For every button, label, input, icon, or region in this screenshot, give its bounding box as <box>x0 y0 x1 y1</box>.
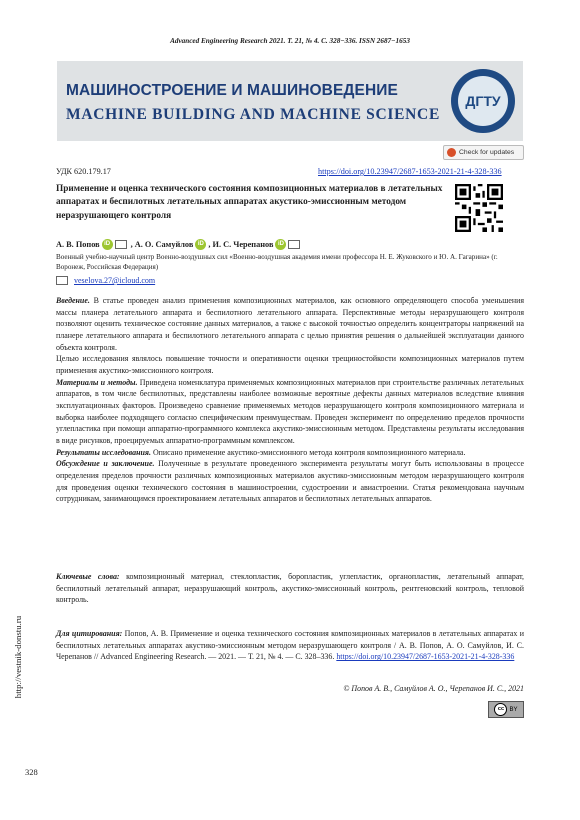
orcid-icon[interactable]: iD <box>275 239 286 250</box>
affiliation: Военный учебно-научный центр Военно-воздушных сил «Военно-воздушная академия имени профессора Н. Е. Жуковского и Ю. А. Гагарина» (г. Воронеж, Российская Федерация) <box>56 253 498 271</box>
citation-doi-link[interactable]: https://doi.org/10.23947/2687-1653-2021-21-4-328-336 <box>336 652 515 662</box>
email-line <box>56 276 155 285</box>
author-popov: А. В. Попов <box>56 240 100 249</box>
copyright: © Попов А. В., Самуйлов А. О., Черепанов И. С., 2021 <box>343 684 524 693</box>
citation-text: Попов, А. В. Применение и оценка технического состояния композиционных материалов в летательных аппаратах и беспилотных летательных аппаратах акустико-эмиссионным методом неразрушающего контроля / А. В. Попов, А. О. Самуйлов, И. С. Черепанов // Advanced Engineering Research. — 2021. — Т. 21, № 4. — С. 328–336. <box>56 629 524 662</box>
keywords <box>56 571 524 606</box>
discussion-label: Обсуждение и заключение. <box>56 459 155 469</box>
intro-label: Введение. <box>56 296 90 305</box>
by-label: BY <box>509 706 518 713</box>
abstract-intro <box>56 295 524 353</box>
cc-icon: cc <box>494 703 507 716</box>
keywords-text: композиционный материал, стеклопластик, боропластик, углепластик, органопластик, летательный аппарат, беспилотный летательный аппарат, неразрушающий контроль, акустико-эмиссионный контроль, рентгеновский контроль, тепловой контроль. <box>56 572 524 605</box>
university-logo <box>451 69 515 133</box>
author-cherepanov: , И. С. Черепанов <box>208 240 274 249</box>
citation <box>56 628 524 663</box>
section-title-ru: МАШИНОСТРОЕНИЕ И МАШИНОВЕДЕНИЕ <box>66 82 398 99</box>
orcid-icon[interactable]: iD <box>195 239 206 250</box>
discussion-text: Полученные в результате проведенного эксперимента результаты могут быть использованы в процессе определения пределов прочности различных композиционных материалов акустико-эмиссионным методом неразрушающего контроля для проведения оценки технического состояния в машиностроении, судостроении и авиастроении. Статья рекомендована научным сотрудникам, занимающимся проектированием летательных аппаратов и беспилотных летательных аппаратов. <box>56 459 524 504</box>
keywords-label: Ключевые слова: <box>56 572 120 581</box>
article-title: Применение и оценка технического состояния композиционных материалов в летательных аппаратах и беспилотных летательных аппаратах акустико-эмиссионным методом неразрушающего контроля <box>56 184 443 221</box>
envelope-icon[interactable] <box>288 240 300 249</box>
intro-text: В статье проведен анализ применения композиционных материалов, как основного определяющего способа уменьшения массы планера летательного аппарата и беспилотного летательного аппарата. Перспективные методы неразрушающего контроля позволяют оценить техническое состояние данных материалов, а также с высокой точностью определить концентраторы напряжений на планере летательного аппарата и беспилотного летательного аппарата с целью принятия решения о дальнейшей эксплуатации данного объекта контроля. <box>56 296 524 352</box>
methods-text: Приведена номенклатура применяемых композиционных материалов при строительстве различных летательных аппаратов, в том числе беспилотных, представлены наиболее возможные вероятные дефекты данных материалов вследствие влияния эксплуатационных факторов. Произведено сравнение применяемых методов неразрушающего контроля композиционного материала и выборка наиболее подходящего согласно специфическим преимуществам. Проведен эксперимент по определению пределов прочности углепластика при помощи аппаратно-программного комплекса акустико-эмиссионным методом. Представлены результаты исследования в виде рисунков, проецируемых аппаратно-программным комплексом. <box>56 377 524 445</box>
orcid-icon[interactable]: iD <box>102 239 113 250</box>
section-banner <box>57 61 523 141</box>
envelope-icon[interactable] <box>115 240 127 249</box>
check-for-updates-button[interactable] <box>443 145 524 160</box>
udk-code: УДК 620.179.17 <box>56 167 111 176</box>
side-url: http://vestnik-donstu.ru <box>13 615 23 699</box>
crossmark-icon <box>447 148 456 157</box>
cc-by-license-badge[interactable] <box>488 701 524 718</box>
page-number: 328 <box>25 767 38 777</box>
author-samuylov: , А. О. Самуйлов <box>130 240 194 249</box>
citation-label: Для цитирования: <box>56 629 123 638</box>
results-label: Результаты исследования. <box>56 447 151 457</box>
qr-code-icon <box>455 184 503 232</box>
abstract-results <box>56 447 524 459</box>
journal-header: Advanced Engineering Research 2021. Т. 21, № 4. С. 328−336. ISSN 2687−1653 <box>170 37 410 45</box>
abstract-methods <box>56 377 524 447</box>
check-updates-label: Check for updates <box>459 149 515 156</box>
abstract-goal: Целью исследования являлось повышение точности и оперативности оценки трещиностойкости композиционных материалов путем применения акустико-эмиссионного контроля. <box>56 354 524 375</box>
methods-label: Материалы и методы. <box>56 377 138 387</box>
abstract <box>56 295 524 505</box>
envelope-icon <box>56 276 68 285</box>
doi-link[interactable]: https://doi.org/10.23947/2687-1653-2021-21-4-328-336 <box>318 167 502 176</box>
author-list <box>56 239 302 250</box>
email-link[interactable]: veselova.27@icloud.com <box>74 276 156 285</box>
section-title-en: MACHINE BUILDING AND MACHINE SCIENCE <box>66 106 440 123</box>
results-text: Описано применение акустико-эмиссионного метода контроля композиционного материала. <box>150 447 466 457</box>
logo-text: ДГТУ <box>458 76 508 126</box>
abstract-discussion <box>56 458 524 505</box>
